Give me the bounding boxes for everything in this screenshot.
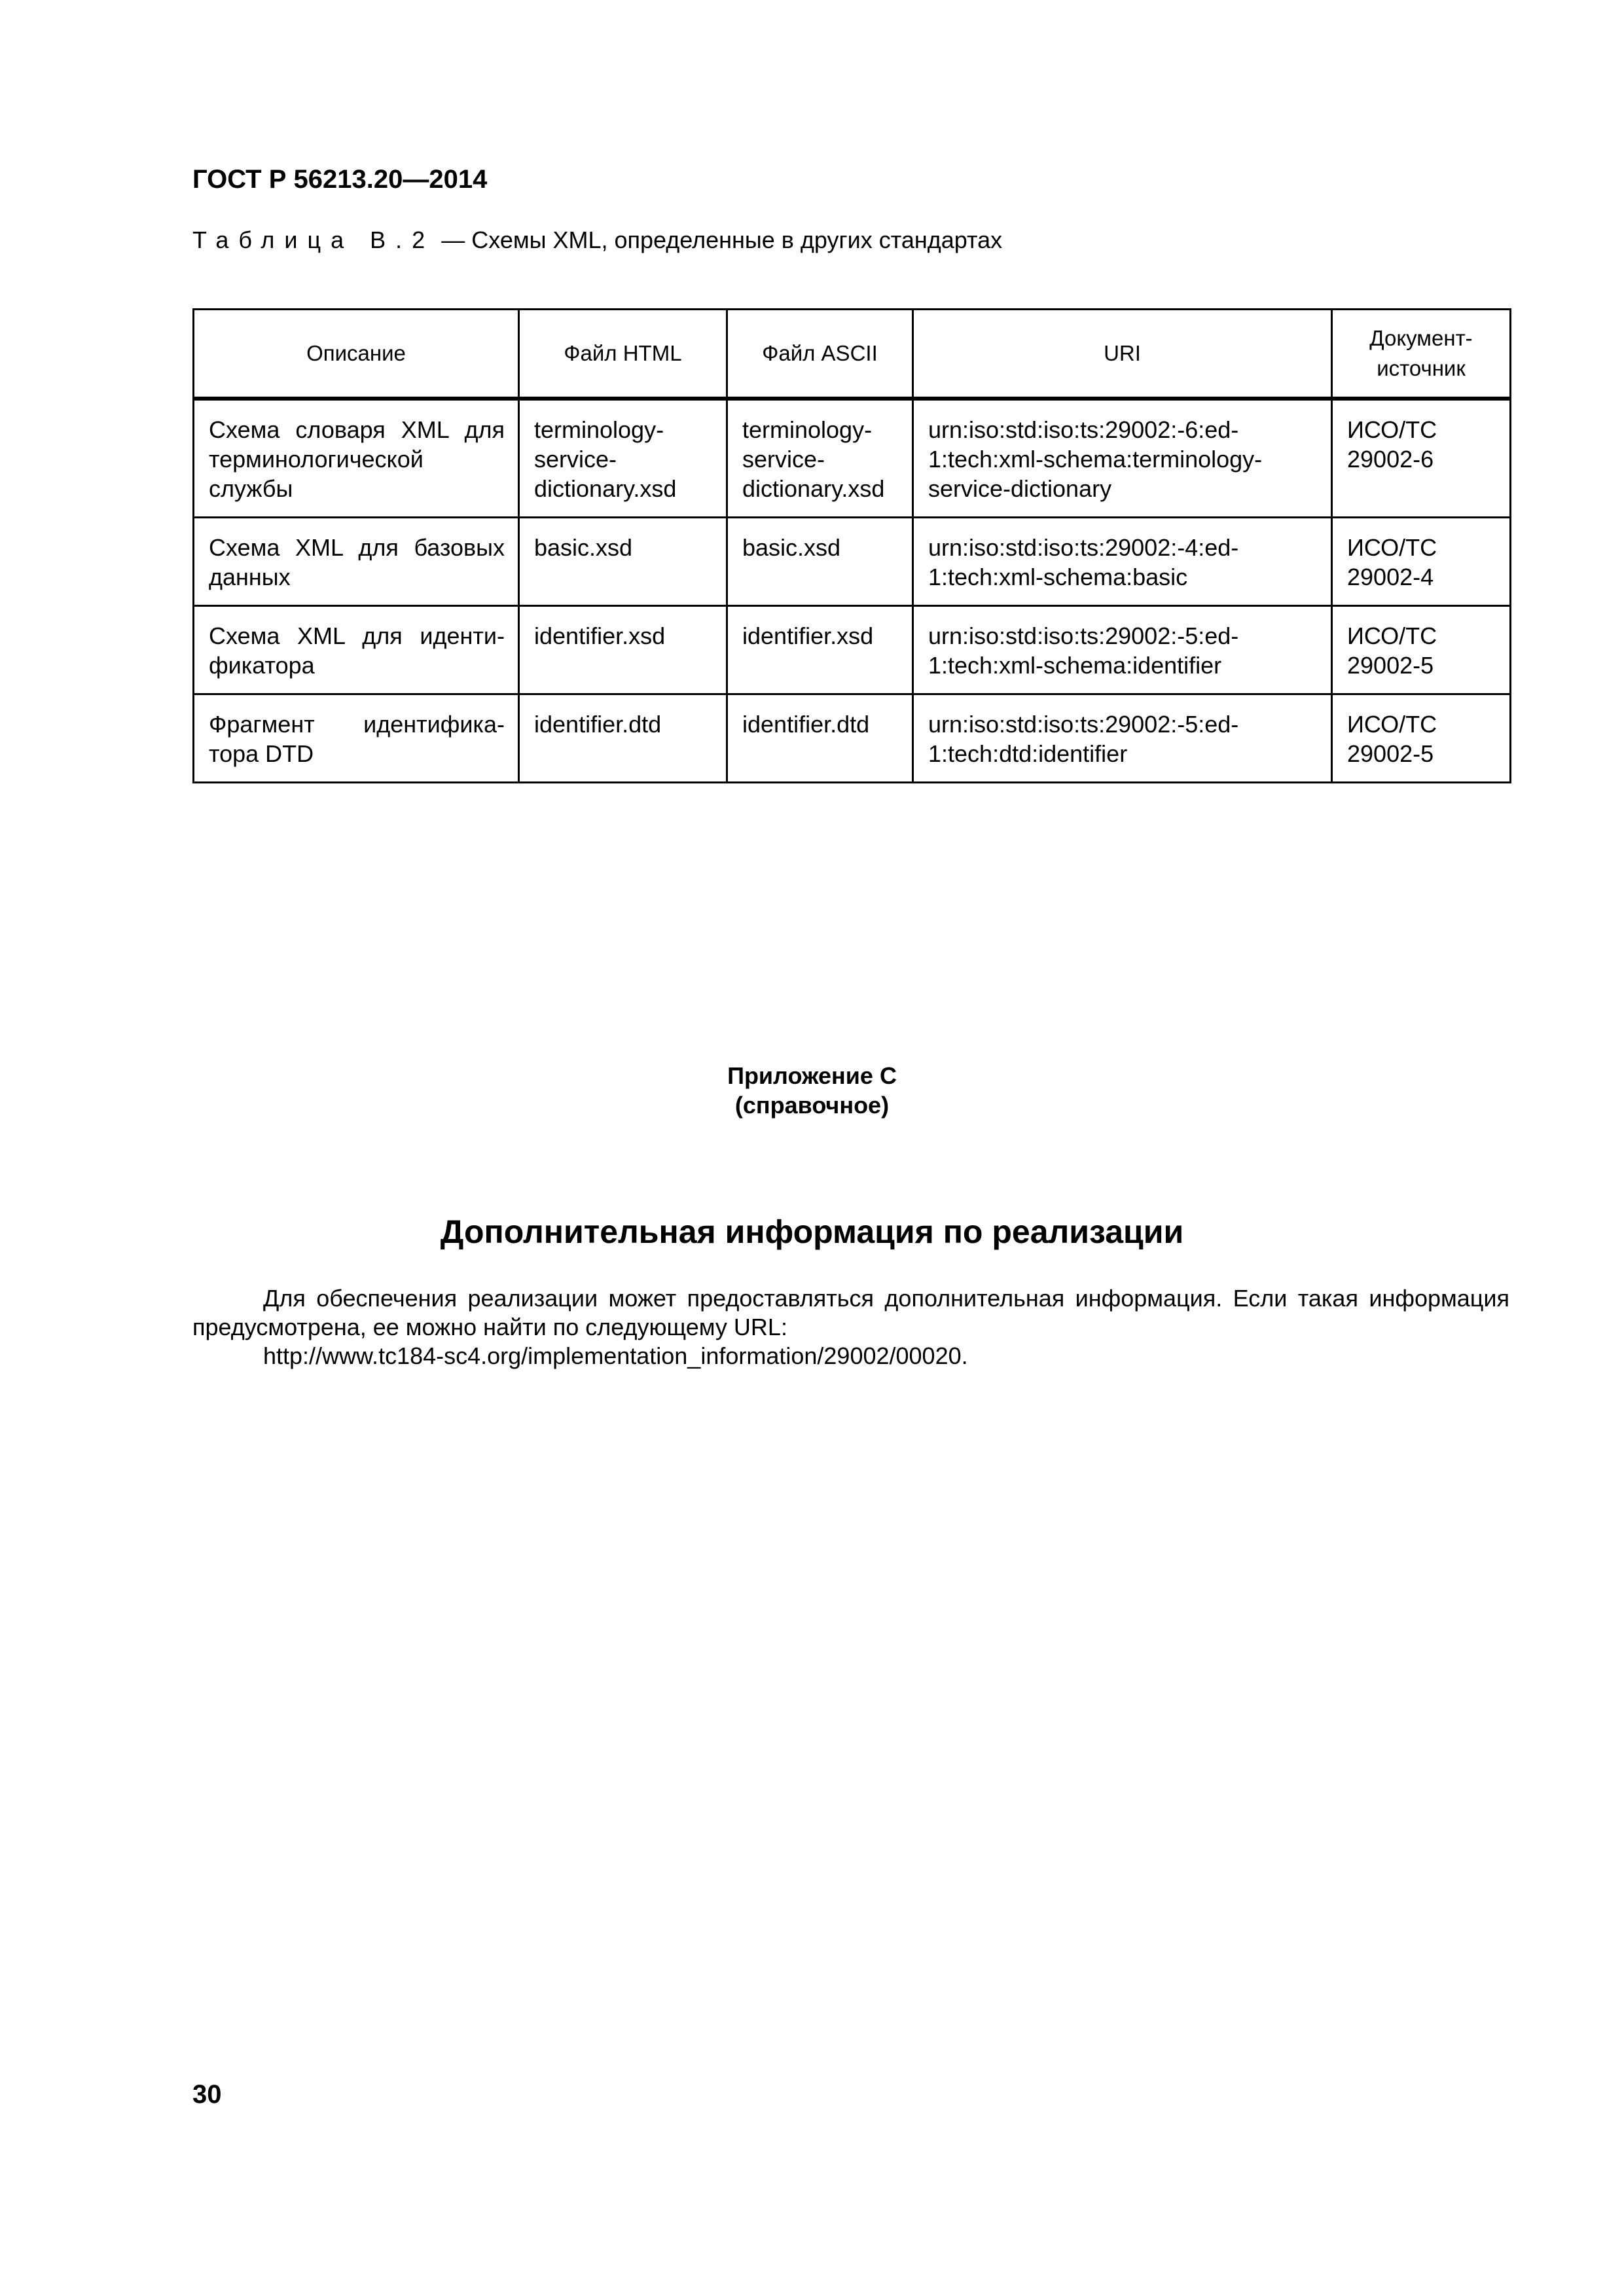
table-caption [192,226,1002,255]
column-header-uri: URI [913,310,1332,399]
table-header-row [194,310,1511,399]
cell-ascii-file: terminology-service-dictionary.xsd [727,399,913,518]
document-id-header: ГОСТ Р 56213.20—2014 [192,165,488,194]
table-row [194,518,1511,606]
table-row [194,694,1511,783]
cell-uri: urn:iso:std:iso:ts:29002:-5:ed-1:tech:dtd:identifier [913,694,1332,783]
cell-source-document: ИСО/ТС 29002-5 [1332,694,1511,783]
cell-html-file: identifier.dtd [519,694,727,783]
cell-html-file: identifier.xsd [519,606,727,694]
cell-description: Схема XML для иденти-фикатора [194,606,519,694]
cell-description: Схема словаря XML для терминологической службы [194,399,519,518]
body-paragraph: Для обеспечения реализации может предоставляться дополнительная информация. Если такая информация предусмотрена, ее можно найти по следующему URL: [192,1285,1509,1340]
column-header-description: Описание [194,310,519,399]
cell-ascii-file: identifier.xsd [727,606,913,694]
implementation-info-url: http://www.tc184-sc4.org/implementation_information/29002/00020. [263,1342,968,1369]
cell-source-document: ИСО/ТС 29002-4 [1332,518,1511,606]
cell-description: Схема XML для базовых данных [194,518,519,606]
cell-source-document: ИСО/ТС 29002-5 [1332,606,1511,694]
cell-uri: urn:iso:std:iso:ts:29002:-6:ed-1:tech:xml-schema:terminology-service-dictionary [913,399,1332,518]
cell-description: Фрагмент идентифика-тора DTD [194,694,519,783]
table-row [194,606,1511,694]
column-header-ascii-file: Файл ASCII [727,310,913,399]
cell-uri: urn:iso:std:iso:ts:29002:-5:ed-1:tech:xml-schema:identifier [913,606,1332,694]
table-caption-text: — Схемы XML, определенные в других стандартах [441,226,1003,253]
cell-ascii-file: basic.xsd [727,518,913,606]
cell-html-file: terminology-service-dictionary.xsd [519,399,727,518]
table-row [194,399,1511,518]
page-number: 30 [192,2080,222,2109]
cell-uri: urn:iso:std:iso:ts:29002:-4:ed-1:tech:xml-schema:basic [913,518,1332,606]
appendix-type: (справочное) [734,1092,890,1119]
cell-source-document: ИСО/ТС 29002-6 [1332,399,1511,518]
column-header-source-document: Документ-источник [1332,310,1511,399]
xml-schemas-table [192,308,1511,783]
cell-html-file: basic.xsd [519,518,727,606]
cell-ascii-file: identifier.dtd [727,694,913,783]
section-heading: Дополнительная информация по реализации [440,1213,1184,1250]
appendix-title: Приложение С [727,1062,897,1089]
column-header-html-file: Файл HTML [519,310,727,399]
table-caption-label: Таблица В.2 [192,226,435,253]
